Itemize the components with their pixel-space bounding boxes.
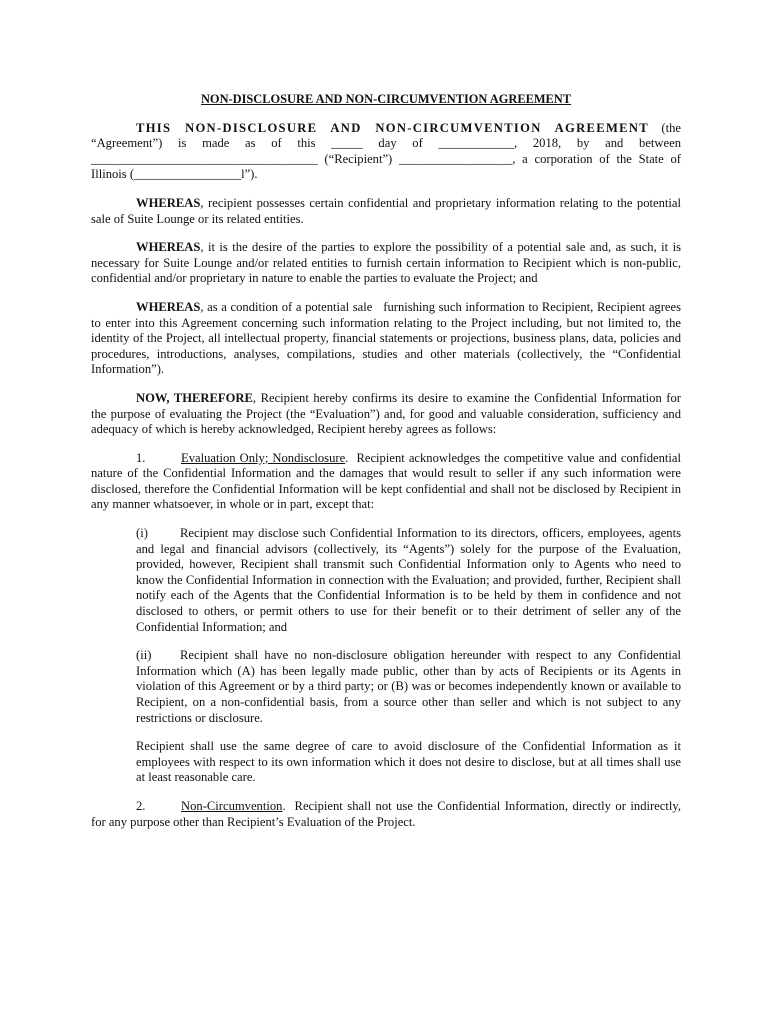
section-1-paragraph <box>91 450 685 513</box>
whereas-text-3: , as a condition of a potential sale furnishing such information to Recipient, Recipient agrees to enter into this Agreement concerning such information relating to the Project including, but not limited to, the identity of the Project, all intellectual property, financial statements or projections, business plans, data, policies and procedures, introductions, analyses, compilations, studies and other materials (collectively, the “Confidential Information”). <box>91 299 685 377</box>
whereas-paragraph-1 <box>91 196 681 227</box>
whereas-text-1: , recipient possesses certain confidential and proprietary information relating to the potential sale of Suite Lounge or its related entities. <box>91 195 681 226</box>
whereas-lead-3: WHEREAS <box>136 299 201 314</box>
whereas-paragraph-3 <box>91 299 685 378</box>
now-therefore-text: , Recipient hereby confirms its desire to examine the Confidential Information for the purpose of evaluating the Project (the “Evaluation”) and, for good and valuable consideration, sufficiency and adequacy of which is hereby acknowledged, Recipient hereby agrees as follows: <box>91 390 681 437</box>
whereas-text-2: , it is the desire of the parties to explore the possibility of a potential sale and, as such, it is necessary for Suite Lounge and/or related entities to furnish certain information to Recipient which is non-public, confidential and/or proprietary in nature to enable the parties to evaluate the Project; and <box>91 240 681 286</box>
section-1-heading: Evaluation Only; Nondisclosure <box>181 450 346 465</box>
whereas-lead-2: WHEREAS <box>136 240 201 255</box>
section-2-text: . Recipient shall not use the Confidential Information, directly or indirectly, for any purpose other than Recipient’s Evaluation of the Project. <box>91 798 685 829</box>
intro-text: (the “Agreement”) is made as of this _____ day of ____________, 2018, by and between ____________________________________ (“Recipient”) __________________, a corporation of the State of Illinois (_________________l”). <box>91 120 681 182</box>
sub-clause-ii <box>91 648 681 726</box>
section-2-paragraph <box>91 798 685 830</box>
sub-clause-i-number: (i) <box>136 526 148 541</box>
document-page <box>91 92 685 830</box>
now-therefore-paragraph <box>91 391 681 438</box>
sub-clause-ii-number: (ii) <box>136 648 152 663</box>
intro-lead: THIS NON-DISCLOSURE AND NON-CIRCUMVENTION AGREEMENT <box>136 120 649 135</box>
whereas-paragraph-2 <box>91 240 681 287</box>
section-2-number: 2. <box>136 798 146 813</box>
section-1-number: 1. <box>136 450 146 465</box>
sub-clause-i <box>91 526 681 635</box>
intro-paragraph <box>91 121 681 183</box>
sub-clause-ii-text: Recipient shall have no non-disclosure obligation hereunder with respect to any Confidential Information which (A) has been legally made public, other than by acts of Recipients or its Agents in violation of this Agreement or by a third party; or (B) was or becomes independently known or available to Recipient, on a non-confidential basis, from a source other than seller and which is not subject to any restrictions or disclosure. <box>136 648 681 725</box>
whereas-lead-1: WHEREAS <box>136 195 201 210</box>
care-paragraph: Recipient shall use the same degree of care to avoid disclosure of the Confidential Information as it employees with respect to its own information which it does not desire to disclose, but at all times shall use at least reasonable care. <box>136 739 681 785</box>
document-title: NON-DISCLOSURE AND NON-CIRCUMVENTION AGREEMENT <box>200 92 572 106</box>
section-2-heading: Non-Circumvention <box>181 798 283 813</box>
now-therefore-lead: NOW, THEREFORE <box>136 390 253 405</box>
sub-clause-i-text: Recipient may disclose such Confidential Information to its directors, officers, employees, agents and legal and financial advisors (collectively, its “Agents”) solely for the purpose of the Evaluation, provided, however, Recipient shall transmit such Confidential Information only to Agents who need to know the Confidential Information in connection with the Evaluation; and provided, further, Recipient shall notify each of the Agents that the Confidential Information is to be held by them in confidence and not disclosed to others, or permit others to use for their benefit or to their detriment of seller any of the Confidential Information; and <box>136 526 681 634</box>
section-1-text: . Recipient acknowledges the competitive value and confidential nature of the Confidential Information and the damages that would result to seller if any such information were disclosed, therefore the Confidential Information will be kept confidential and shall not be disclosed by Recipient in any manner whatsoever, in whole or in part, except that: <box>91 450 685 512</box>
